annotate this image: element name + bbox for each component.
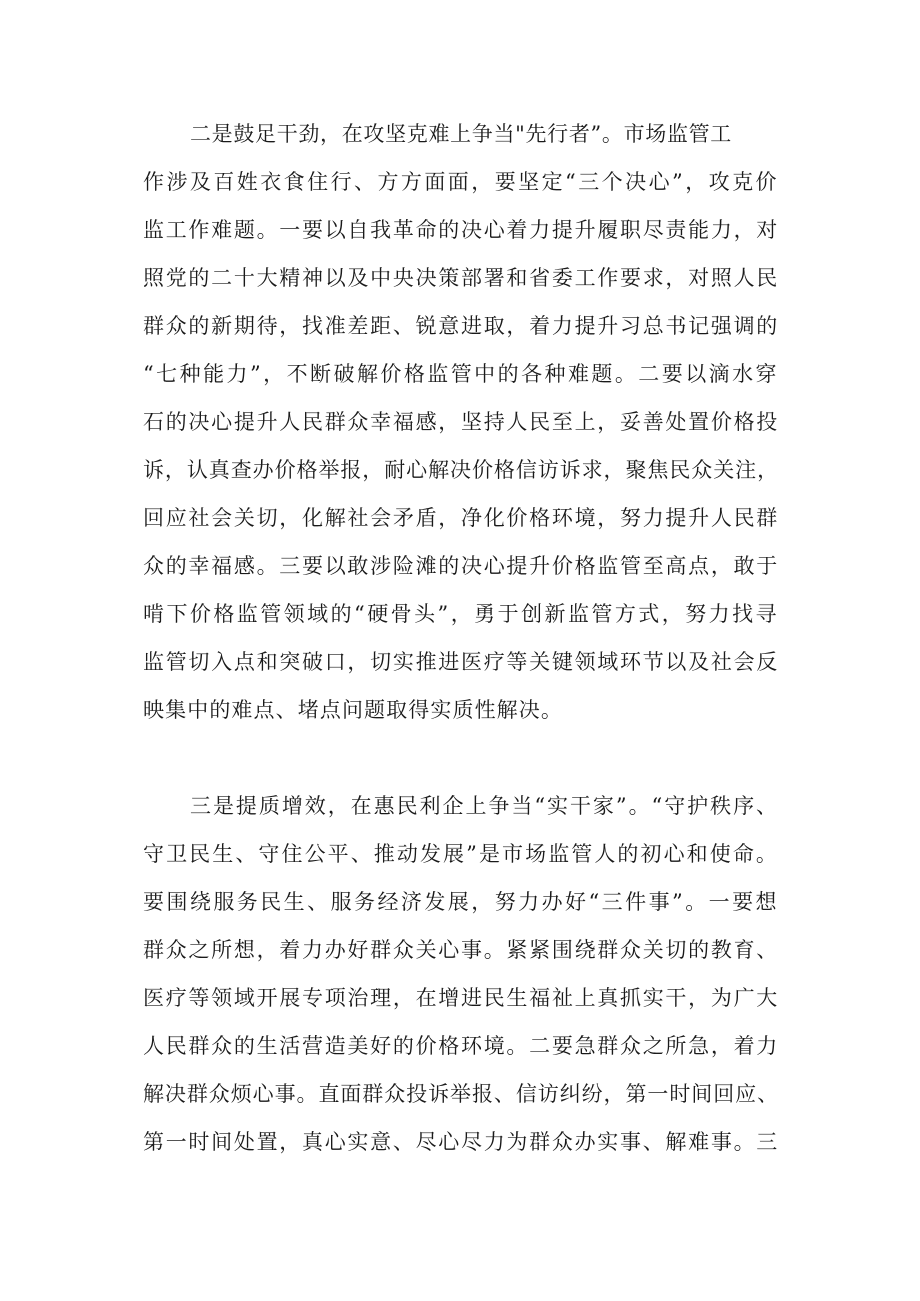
text-line: 人民群众的生活营造美好的价格环境。二要急群众之所急，着力	[143, 1034, 779, 1058]
text-line: 守卫民生、守住公平、推动发展”是市场监管人的初心和使命。	[143, 842, 779, 866]
text-line: 医疗等领域开展专项治理，在增进民生福祉上真抓实干，为广大	[143, 986, 779, 1010]
text-line: 监工作难题。一要以自我革命的决心着力提升履职尽责能力，对	[143, 218, 779, 242]
text-line: 要围绕服务民生、服务经济发展，努力办好“三件事”。一要想	[143, 890, 779, 914]
text-line: 映集中的难点、堵点问题取得实质性解决。	[143, 698, 563, 722]
text-line: 监管切入点和突破口，切实推进医疗等关键领域环节以及社会反	[143, 650, 779, 674]
text-line: 石的决心提升人民群众幸福感，坚持人民至上，妥善处置价格投	[143, 410, 779, 434]
text-line: 二是鼓足干劲，在攻坚克难上争当"先行者”。市场监管工	[190, 122, 732, 146]
text-line: 诉，认真查办价格举报，耐心解决价格信访诉求，聚焦民众关注，	[143, 458, 779, 482]
text-line: 作涉及百姓衣食住行、方方面面，要坚定“三个决心”，攻克价	[143, 170, 779, 194]
text-line: 三是提质增效，在惠民利企上争当“实干家”。“守护秩序、	[190, 794, 779, 818]
text-line: “七种能力”，不断破解价格监管中的各种难题。二要以滴水穿	[143, 362, 779, 386]
text-line: 回应社会关切，化解社会矛盾，净化价格环境，努力提升人民群	[143, 506, 779, 530]
text-line: 照党的二十大精神以及中央决策部署和省委工作要求，对照人民	[143, 266, 779, 290]
text-line: 群众的新期待，找准差距、锐意进取，着力提升习总书记强调的	[143, 314, 779, 338]
text-line: 众的幸福感。三要以敢涉险滩的决心提升价格监管至高点，敢于	[143, 554, 779, 578]
text-line: 群众之所想，着力办好群众关心事。紧紧围绕群众关切的教育、	[143, 938, 779, 962]
text-line: 解决群众烦心事。直面群众投诉举报、信访纠纷，第一时间回应、	[143, 1082, 779, 1106]
text-line: 啃下价格监管领域的“硬骨头”，勇于创新监管方式，努力找寻	[143, 602, 779, 626]
text-line: 第一时间处置，真心实意、尽心尽力为群众办实事、解难事。三	[143, 1130, 779, 1154]
